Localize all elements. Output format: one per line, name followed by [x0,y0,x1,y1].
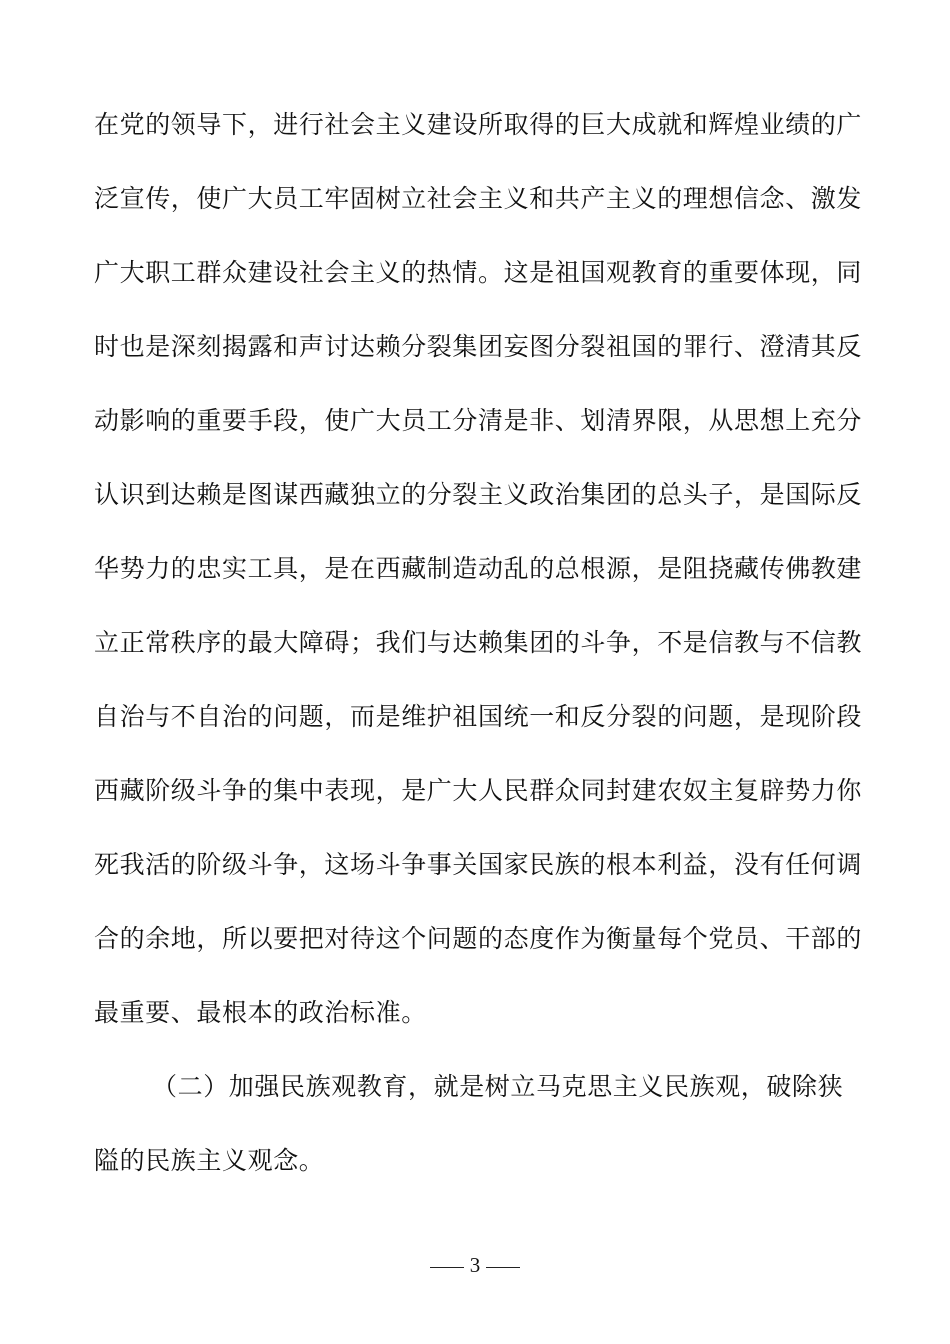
page-number: 3 [469,1253,481,1277]
body-text-line: 立正常秩序的最大障碍；我们与达赖集团的斗争，不是信教与不信教 [94,628,863,657]
body-text-line: 时也是深刻揭露和声讨达赖分裂集团妄图分裂祖国的罪行、澄清其反 [94,332,863,361]
body-text-line: 自治与不自治的问题，而是维护祖国统一和反分裂的问题，是现阶段 [94,702,863,731]
body-text-line: 认识到达赖是图谋西藏独立的分裂主义政治集团的总头子，是国际反 [94,480,863,509]
body-text-line: 广大职工群众建设社会主义的热情。这是祖国观教育的重要体现，同 [94,258,863,287]
page-footer [0,1252,950,1278]
body-text-line: 动影响的重要手段，使广大员工分清是非、划清界限，从思想上充分 [94,406,863,435]
body-text-line: 最重要、最根本的政治标准。 [94,998,427,1027]
body-text-line: 泛宣传，使广大员工牢固树立社会主义和共产主义的理想信念、激发 [94,184,863,213]
body-text-line: 在党的领导下，进行社会主义建设所取得的巨大成就和辉煌业绩的广 [94,110,863,139]
body-text-line: 华势力的忠实工具，是在西藏制造动乱的总根源，是阻挠藏传佛教建 [94,554,863,583]
body-text-line: 隘的民族主义观念。 [94,1146,325,1175]
body-text-line: 西藏阶级斗争的集中表现，是广大人民群众同封建农奴主复辟势力你 [94,776,863,805]
body-text-line: 死我活的阶级斗争，这场斗争事关国家民族的根本利益，没有任何调 [94,850,863,879]
section-heading-line: （二）加强民族观教育，就是树立马克思主义民族观，破除狭 [152,1072,844,1101]
body-text-line: 合的余地，所以要把对待这个问题的态度作为衡量每个党员、干部的 [94,924,863,953]
footer-dash-right [486,1267,520,1268]
footer-dash-left [430,1267,464,1268]
